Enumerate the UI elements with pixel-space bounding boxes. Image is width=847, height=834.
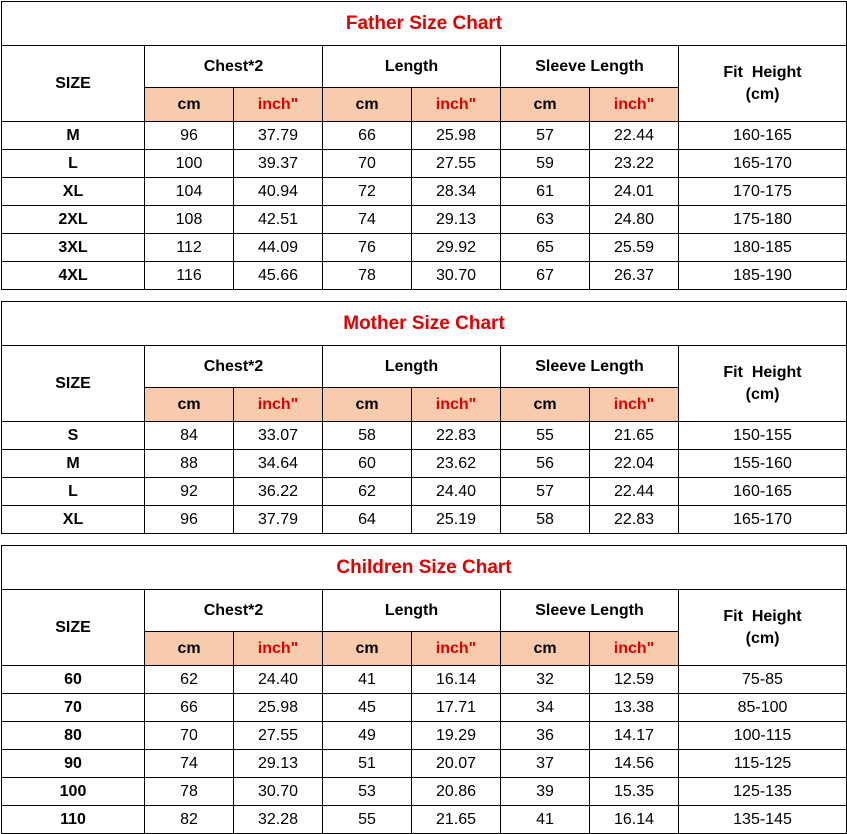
chest-cm-cell: 108 <box>145 206 234 234</box>
table-row <box>2 234 847 262</box>
table-row <box>2 150 847 178</box>
unit-cm: cm <box>145 88 234 122</box>
chest-cm-cell: 66 <box>145 694 234 722</box>
header-fit-height <box>679 590 847 666</box>
fit-height-cell: 100-115 <box>679 722 847 750</box>
length-inch-cell: 22.83 <box>412 422 501 450</box>
length-inch-cell: 20.07 <box>412 750 501 778</box>
chest-cm-cell: 74 <box>145 750 234 778</box>
length-cm-cell: 70 <box>323 150 412 178</box>
unit-cm: cm <box>323 88 412 122</box>
fit-height-cell: 185-190 <box>679 262 847 290</box>
length-cm-cell: 76 <box>323 234 412 262</box>
header-fit-height <box>679 346 847 422</box>
fit-height-cell: 165-170 <box>679 150 847 178</box>
size-cell: M <box>2 450 145 478</box>
length-cm-cell: 45 <box>323 694 412 722</box>
table-row <box>2 694 847 722</box>
unit-inch: inch" <box>234 388 323 422</box>
fit-height-cell: 165-170 <box>679 506 847 534</box>
chart-title: Children Size Chart <box>2 546 847 590</box>
fit-height-cell: 175-180 <box>679 206 847 234</box>
size-cell: 110 <box>2 806 145 834</box>
unit-cm: cm <box>323 632 412 666</box>
chest-inch-cell: 34.64 <box>234 450 323 478</box>
sleeve-inch-cell: 15.35 <box>590 778 679 806</box>
size-table <box>1 1 847 290</box>
size-cell: 100 <box>2 778 145 806</box>
size-cell: 3XL <box>2 234 145 262</box>
table-row <box>2 506 847 534</box>
sleeve-cm-cell: 34 <box>501 694 590 722</box>
chest-inch-cell: 25.98 <box>234 694 323 722</box>
length-inch-cell: 28.34 <box>412 178 501 206</box>
sleeve-inch-cell: 25.59 <box>590 234 679 262</box>
size-table <box>1 545 847 834</box>
header-sleeve-length: Sleeve Length <box>501 590 679 632</box>
unit-cm: cm <box>323 388 412 422</box>
fit-height-cell: 155-160 <box>679 450 847 478</box>
chest-inch-cell: 40.94 <box>234 178 323 206</box>
fit-height-cell: 125-135 <box>679 778 847 806</box>
unit-inch: inch" <box>234 88 323 122</box>
chest-inch-cell: 42.51 <box>234 206 323 234</box>
table-row <box>2 178 847 206</box>
fit-height-cell: 160-165 <box>679 122 847 150</box>
table-row <box>2 122 847 150</box>
length-inch-cell: 20.86 <box>412 778 501 806</box>
table-row <box>2 750 847 778</box>
length-cm-cell: 78 <box>323 262 412 290</box>
length-cm-cell: 58 <box>323 422 412 450</box>
size-cell: XL <box>2 506 145 534</box>
size-cell: 60 <box>2 666 145 694</box>
length-inch-cell: 30.70 <box>412 262 501 290</box>
sleeve-cm-cell: 56 <box>501 450 590 478</box>
unit-inch: inch" <box>590 388 679 422</box>
chest-inch-cell: 32.28 <box>234 806 323 834</box>
table-row <box>2 666 847 694</box>
table-row <box>2 778 847 806</box>
chest-cm-cell: 92 <box>145 478 234 506</box>
length-inch-cell: 16.14 <box>412 666 501 694</box>
header-length: Length <box>323 346 501 388</box>
table-row <box>2 206 847 234</box>
length-inch-cell: 24.40 <box>412 478 501 506</box>
sleeve-cm-cell: 36 <box>501 722 590 750</box>
chest-cm-cell: 96 <box>145 506 234 534</box>
sleeve-inch-cell: 23.22 <box>590 150 679 178</box>
length-cm-cell: 41 <box>323 666 412 694</box>
table-row <box>2 450 847 478</box>
length-inch-cell: 25.19 <box>412 506 501 534</box>
father-size-chart <box>1 1 846 290</box>
fit-height-cell: 180-185 <box>679 234 847 262</box>
unit-inch: inch" <box>590 632 679 666</box>
length-cm-cell: 55 <box>323 806 412 834</box>
size-cell: M <box>2 122 145 150</box>
fit-height-cell: 135-145 <box>679 806 847 834</box>
header-fit-height-line1: Fit Height <box>723 63 802 81</box>
size-cell: L <box>2 478 145 506</box>
chest-cm-cell: 82 <box>145 806 234 834</box>
sleeve-cm-cell: 37 <box>501 750 590 778</box>
sleeve-inch-cell: 21.65 <box>590 422 679 450</box>
chest-cm-cell: 96 <box>145 122 234 150</box>
fit-height-cell: 150-155 <box>679 422 847 450</box>
chart-title: Mother Size Chart <box>2 302 847 346</box>
length-cm-cell: 72 <box>323 178 412 206</box>
length-cm-cell: 66 <box>323 122 412 150</box>
length-inch-cell: 29.92 <box>412 234 501 262</box>
sleeve-inch-cell: 22.44 <box>590 478 679 506</box>
size-cell: 90 <box>2 750 145 778</box>
sleeve-cm-cell: 61 <box>501 178 590 206</box>
chest-inch-cell: 45.66 <box>234 262 323 290</box>
length-cm-cell: 51 <box>323 750 412 778</box>
chest-cm-cell: 104 <box>145 178 234 206</box>
chest-inch-cell: 24.40 <box>234 666 323 694</box>
sleeve-inch-cell: 12.59 <box>590 666 679 694</box>
size-cell: 4XL <box>2 262 145 290</box>
size-cell: L <box>2 150 145 178</box>
mother-size-chart <box>1 301 846 534</box>
sleeve-inch-cell: 22.44 <box>590 122 679 150</box>
table-row <box>2 722 847 750</box>
sleeve-cm-cell: 59 <box>501 150 590 178</box>
length-inch-cell: 23.62 <box>412 450 501 478</box>
length-cm-cell: 64 <box>323 506 412 534</box>
length-inch-cell: 27.55 <box>412 150 501 178</box>
length-cm-cell: 53 <box>323 778 412 806</box>
header-fit-height <box>679 46 847 122</box>
chest-cm-cell: 62 <box>145 666 234 694</box>
sleeve-cm-cell: 41 <box>501 806 590 834</box>
chest-inch-cell: 39.37 <box>234 150 323 178</box>
table-row <box>2 422 847 450</box>
header-fit-height-line2: (cm) <box>745 85 780 103</box>
table-row <box>2 262 847 290</box>
fit-height-cell: 85-100 <box>679 694 847 722</box>
sleeve-cm-cell: 58 <box>501 506 590 534</box>
header-chest: Chest*2 <box>145 46 323 88</box>
chest-inch-cell: 36.22 <box>234 478 323 506</box>
sleeve-inch-cell: 22.04 <box>590 450 679 478</box>
fit-height-cell: 170-175 <box>679 178 847 206</box>
header-chest: Chest*2 <box>145 590 323 632</box>
unit-inch: inch" <box>412 88 501 122</box>
length-inch-cell: 19.29 <box>412 722 501 750</box>
sleeve-cm-cell: 67 <box>501 262 590 290</box>
chest-cm-cell: 78 <box>145 778 234 806</box>
unit-cm: cm <box>501 88 590 122</box>
size-cell: 2XL <box>2 206 145 234</box>
chest-inch-cell: 27.55 <box>234 722 323 750</box>
size-cell: 80 <box>2 722 145 750</box>
sleeve-inch-cell: 13.38 <box>590 694 679 722</box>
size-cell: 70 <box>2 694 145 722</box>
unit-inch: inch" <box>234 632 323 666</box>
chest-inch-cell: 44.09 <box>234 234 323 262</box>
unit-inch: inch" <box>412 388 501 422</box>
length-cm-cell: 62 <box>323 478 412 506</box>
unit-inch: inch" <box>412 632 501 666</box>
unit-cm: cm <box>501 632 590 666</box>
fit-height-cell: 115-125 <box>679 750 847 778</box>
sleeve-cm-cell: 65 <box>501 234 590 262</box>
chest-cm-cell: 70 <box>145 722 234 750</box>
unit-cm: cm <box>501 388 590 422</box>
chest-cm-cell: 100 <box>145 150 234 178</box>
sleeve-cm-cell: 63 <box>501 206 590 234</box>
chest-inch-cell: 29.13 <box>234 750 323 778</box>
fit-height-cell: 160-165 <box>679 478 847 506</box>
sleeve-inch-cell: 16.14 <box>590 806 679 834</box>
length-cm-cell: 49 <box>323 722 412 750</box>
chest-cm-cell: 88 <box>145 450 234 478</box>
chest-inch-cell: 30.70 <box>234 778 323 806</box>
sleeve-cm-cell: 57 <box>501 478 590 506</box>
header-sleeve-length: Sleeve Length <box>501 346 679 388</box>
chest-cm-cell: 116 <box>145 262 234 290</box>
length-inch-cell: 29.13 <box>412 206 501 234</box>
unit-cm: cm <box>145 632 234 666</box>
header-fit-height-line2: (cm) <box>745 385 780 403</box>
chest-inch-cell: 33.07 <box>234 422 323 450</box>
unit-cm: cm <box>145 388 234 422</box>
length-inch-cell: 25.98 <box>412 122 501 150</box>
chest-inch-cell: 37.79 <box>234 506 323 534</box>
size-cell: S <box>2 422 145 450</box>
length-cm-cell: 60 <box>323 450 412 478</box>
sleeve-inch-cell: 22.83 <box>590 506 679 534</box>
header-fit-height-line1: Fit Height <box>723 363 802 381</box>
header-size: SIZE <box>2 46 145 122</box>
chest-inch-cell: 37.79 <box>234 122 323 150</box>
size-table <box>1 301 847 534</box>
length-cm-cell: 74 <box>323 206 412 234</box>
table-row <box>2 478 847 506</box>
header-fit-height-line1: Fit Height <box>723 607 802 625</box>
chest-cm-cell: 112 <box>145 234 234 262</box>
sleeve-inch-cell: 14.17 <box>590 722 679 750</box>
sleeve-cm-cell: 32 <box>501 666 590 694</box>
header-chest: Chest*2 <box>145 346 323 388</box>
header-length: Length <box>323 46 501 88</box>
sleeve-inch-cell: 14.56 <box>590 750 679 778</box>
size-cell: XL <box>2 178 145 206</box>
children-size-chart <box>1 545 846 834</box>
header-size: SIZE <box>2 590 145 666</box>
unit-inch: inch" <box>590 88 679 122</box>
length-inch-cell: 17.71 <box>412 694 501 722</box>
header-sleeve-length: Sleeve Length <box>501 46 679 88</box>
chest-cm-cell: 84 <box>145 422 234 450</box>
fit-height-cell: 75-85 <box>679 666 847 694</box>
header-length: Length <box>323 590 501 632</box>
length-inch-cell: 21.65 <box>412 806 501 834</box>
sleeve-cm-cell: 39 <box>501 778 590 806</box>
sleeve-inch-cell: 24.80 <box>590 206 679 234</box>
header-fit-height-line2: (cm) <box>745 629 780 647</box>
table-row <box>2 806 847 834</box>
chart-title: Father Size Chart <box>2 2 847 46</box>
sleeve-cm-cell: 55 <box>501 422 590 450</box>
sleeve-cm-cell: 57 <box>501 122 590 150</box>
header-size: SIZE <box>2 346 145 422</box>
sleeve-inch-cell: 26.37 <box>590 262 679 290</box>
sleeve-inch-cell: 24.01 <box>590 178 679 206</box>
